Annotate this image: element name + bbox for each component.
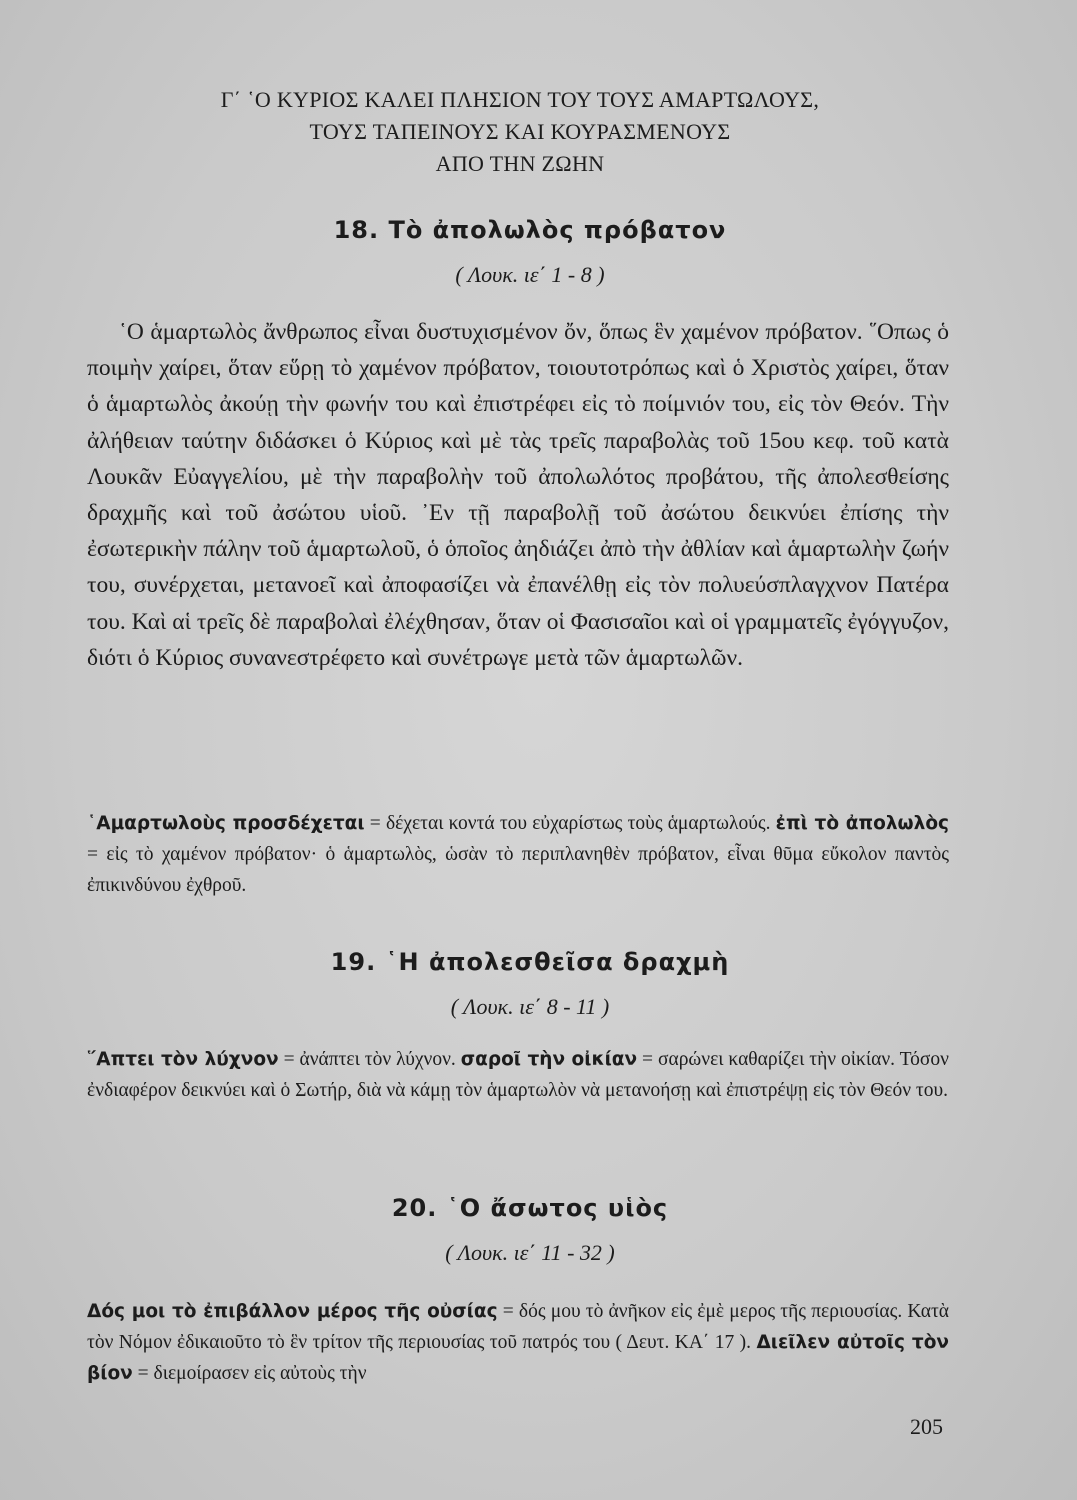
section-20-note-term-1: Δός μοι τὸ ἐπιβάλλον μέρος τῆς οὐσίας bbox=[87, 1301, 498, 1322]
section-18-note-def-1: = δέχεται κοντά του εὐχαρίστως τοὺς ἁμαρτωλούς. bbox=[364, 813, 776, 834]
section-18-note-def-2: = εἰς τὸ χαμένον πρόβατον· ὁ ἁμαρτωλὸς, ὡσὰν τὸ περιπλανηθὲν πρόβατον, εἶναι θῦμα εὔκολον παντὸς ἐπικινδύνου ἐχθροῦ. bbox=[87, 844, 949, 896]
section-20-reference: ( Λουκ. ιε΄ 11 - 32 ) bbox=[445, 1240, 615, 1265]
page-number: 205 bbox=[910, 1414, 943, 1439]
section-20-note-term-2: Διεῖλεν αὐτοῖς τὸν βίον bbox=[87, 1332, 950, 1384]
chapter-heading-line-3: ΑΠΟ ΤΗΝ ΖΩΗΝ bbox=[435, 151, 605, 176]
chapter-heading bbox=[60, 84, 980, 180]
section-18-body-text: ῾Ο ἁμαρτωλὸς ἄνθρωπος εἶναι δυστυχισμένον ὄν, ὅπως ἓν χαμένον πρόβατον. ῞Οπως ὁ ποιμὴν χαίρει, ὅταν εὕρῃ τὸ χαμένον πρόβατον, τοιουτοτρόπως καὶ ὁ Χριστὸς χαίρει, ὅταν ὁ ἁμαρτωλὸς ἀκούῃ τὴν φωνήν του καὶ ἐπιστρέφει εἰς τὸ ποίμνιόν του, εἰς τὸν Θεόν. Τὴν ἀλήθειαν ταύτην διδάσκει ὁ Κύριος καὶ μὲ τὰς τρεῖς παραβολὰς τοῦ 15ου κεφ. τοῦ κατὰ Λουκᾶν Εὐαγγελίου, μὲ τὴν παραβολὴν τοῦ ἀπολωλότος προβάτου, τῆς ἀπολεσθείσης δραχμῆς καὶ τοῦ ἀσώτου υἱοῦ. ᾿Εν τῇ παραβολῇ τοῦ ἀσώτου δεικνύει ἐπίσης τὴν ἐσωτερικὴν πάλην τοῦ ἁμαρτωλοῦ, ὁ ὁποῖος ἀηδιάζει ἀπὸ τὴν ἀθλίαν καὶ ἁμαρτωλὴν ζωήν του, συνέρχεται, μετανοεῖ καὶ ἀποφασίζει νὰ ἐπανέλθῃ εἰς τὸν πολυεύσπλαγχνον Πατέρα του. Καὶ αἱ τρεῖς δὲ παραβολαὶ ἐλέχθησαν, ὅταν οἱ Φασισαῖοι καὶ οἱ γραμματεῖς ἐγόγγυζον, διότι ὁ Κύριος συνανεστρέφετο καὶ συνέτρωγε μετὰ τῶν ἁμαρτωλῶν. bbox=[87, 319, 949, 671]
section-20-note-def-2: = διεμοίρασεν εἰς αὐτοὺς τὴν bbox=[132, 1363, 367, 1384]
section-19-note-def-2: = σαρώνει καθαρίζει τὴν οἰκίαν. Τόσον ἐνδιαφέρον δεικνύει καὶ ὁ Σωτήρ, διὰ νὰ κάμῃ τὸν ἁμαρτωλὸν νὰ μετανοήσῃ καὶ ἐπιστρέψῃ εἰς τὸν Θεόν του. bbox=[87, 1049, 949, 1101]
chapter-heading-line-2: ΤΟΥΣ ΤΑΠΕΙΝΟΥΣ ΚΑΙ ΚΟΥΡΑΣΜΕΝΟΥΣ bbox=[309, 119, 731, 144]
section-20-note-def-1: = δός μου τὸ ἀνῆκον εἰς ἐμὲ μερος τῆς περιουσίας. Κατὰ τὸν Νόμον ἐδικαιοῦτο τὸ ἓν τρίτον τῆς περιουσίας τοῦ πατρός του ( Δευτ. ΚΑ΄ 17 ). bbox=[87, 1301, 949, 1353]
chapter-heading-line-1: Γ΄ ῾Ο ΚΥΡΙΟΣ ΚΑΛΕΙ ΠΛΗΣΙΟΝ ΤΟΥ ΤΟΥΣ ΑΜΑΡΤΩΛΟΥΣ, bbox=[220, 87, 820, 112]
section-19-note-def-1: = ἀνάπτει τὸν λύχνον. bbox=[278, 1049, 461, 1070]
section-20-title: 20. ῾Ο ἄσωτος υἱὸς bbox=[391, 1194, 669, 1222]
section-18-reference: ( Λουκ. ιε΄ 1 - 8 ) bbox=[455, 262, 605, 287]
section-20-notes bbox=[87, 1296, 949, 1389]
section-18-note-term-1: ῾Αμαρτωλοὺς προσδέχεται bbox=[87, 813, 365, 834]
section-19-notes bbox=[87, 1044, 949, 1106]
section-18-title: 18. Τὸ ἀπολωλὸς πρόβατον bbox=[333, 216, 727, 244]
section-19-note-term-2: σαροῖ τὴν οἰκίαν bbox=[460, 1049, 638, 1070]
section-19-reference: ( Λουκ. ιε΄ 8 - 11 ) bbox=[450, 994, 610, 1019]
section-19-note-term-1: ῞Απτει τὸν λύχνον bbox=[87, 1049, 279, 1070]
section-18-note-term-2: ἐπὶ τὸ ἀπολωλὸς bbox=[775, 813, 949, 834]
section-18-body bbox=[87, 314, 949, 676]
section-19-title: 19. ῾Η ἀπολεσθεῖσα δραχμὴ bbox=[330, 948, 730, 976]
section-18-notes bbox=[87, 808, 949, 901]
